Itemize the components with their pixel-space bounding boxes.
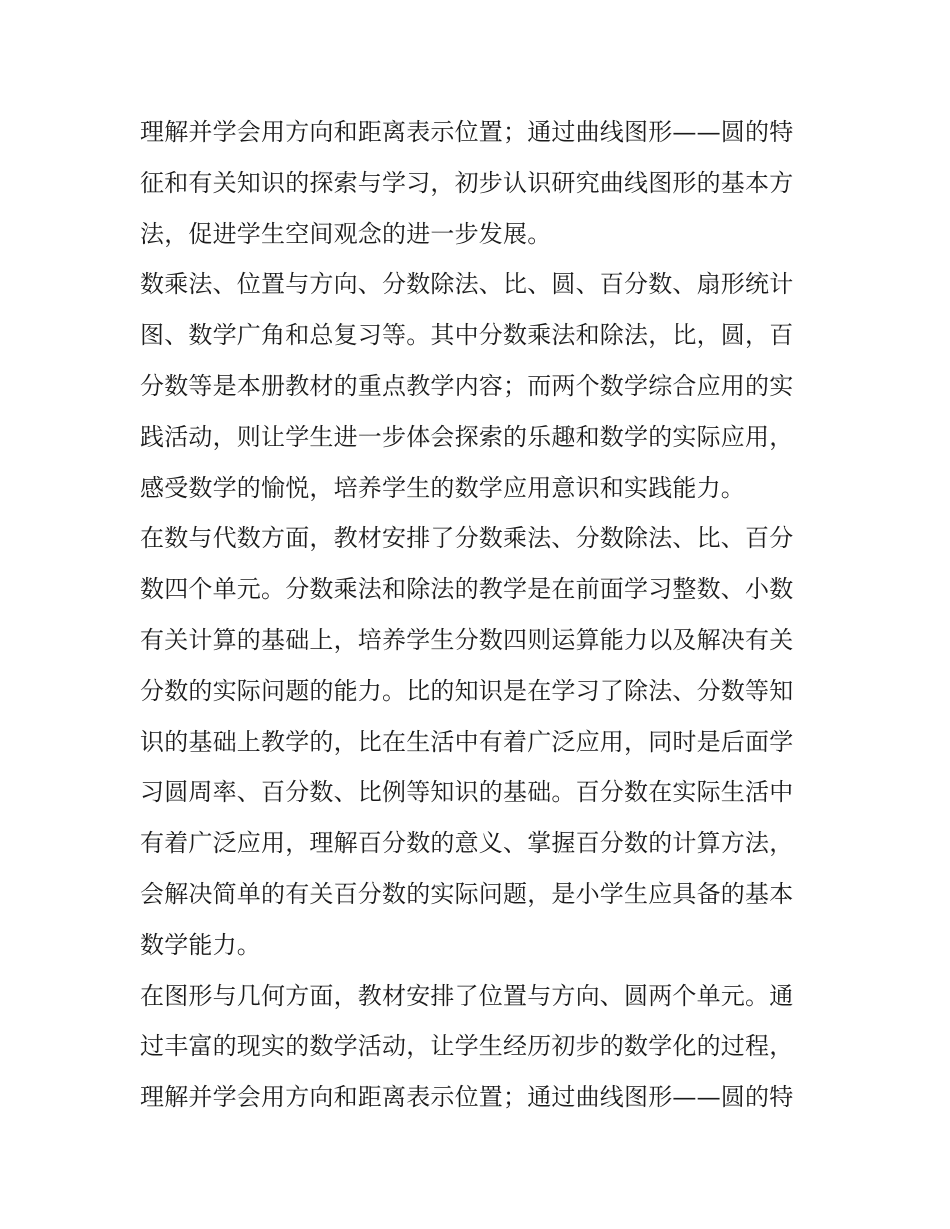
document-body: [140, 107, 815, 1123]
text-line: 理解并学会用方向和距离表示位置；通过曲线图形——圆的特: [140, 118, 794, 146]
paragraph-1: [140, 107, 815, 259]
text-line: 有着广泛应用，理解百分数的意义、掌握百分数的计算方法，: [140, 829, 794, 858]
text-line: 习圆周率、百分数、比例等知识的基础。百分数在实际生活中: [140, 778, 794, 807]
text-line: 征和有关知识的探索与学习，初步认识研究曲线图形的基本方: [140, 168, 794, 197]
text-line: 在图形与几何方面，教材安排了位置与方向、圆两个单元。通: [140, 981, 794, 1010]
text-line: 法，促进学生空间观念的进一步发展。: [140, 219, 552, 248]
text-line: 理解并学会用方向和距离表示位置；通过曲线图形——圆的特: [140, 1083, 794, 1112]
text-line: 数学能力。: [140, 930, 261, 959]
text-line: 过丰富的现实的数学活动，让学生经历初步的数学化的过程，: [140, 1032, 794, 1061]
paragraph-4: [140, 971, 815, 1123]
text-line: 分数的实际问题的能力。比的知识是在学习了除法、分数等知: [140, 676, 794, 705]
text-line: 数四个单元。分数乘法和除法的教学是在前面学习整数、小数: [140, 575, 794, 604]
paragraph-2: [140, 259, 815, 513]
text-line: 践活动，则让学生进一步体会探索的乐趣和数学的实际应用，: [140, 422, 794, 451]
text-line: 感受数学的愉悦，培养学生的数学应用意识和实践能力。: [140, 473, 745, 502]
text-line: 在数与代数方面，教材安排了分数乘法、分数除法、比、百分: [140, 524, 794, 553]
text-line: 识的基础上教学的，比在生活中有着广泛应用，同时是后面学: [140, 727, 794, 756]
text-line: 数乘法、位置与方向、分数除法、比、圆、百分数、扇形统计: [140, 270, 794, 299]
text-line: 会解决简单的有关百分数的实际问题，是小学生应具备的基本: [140, 879, 794, 908]
paragraph-3: [140, 513, 815, 970]
text-line: 图、数学广角和总复习等。其中分数乘法和除法，比，圆，百: [140, 321, 794, 350]
text-line: 有关计算的基础上，培养学生分数四则运算能力以及解决有关: [140, 625, 794, 654]
text-line: 分数等是本册教材的重点教学内容；而两个数学综合应用的实: [140, 371, 794, 400]
